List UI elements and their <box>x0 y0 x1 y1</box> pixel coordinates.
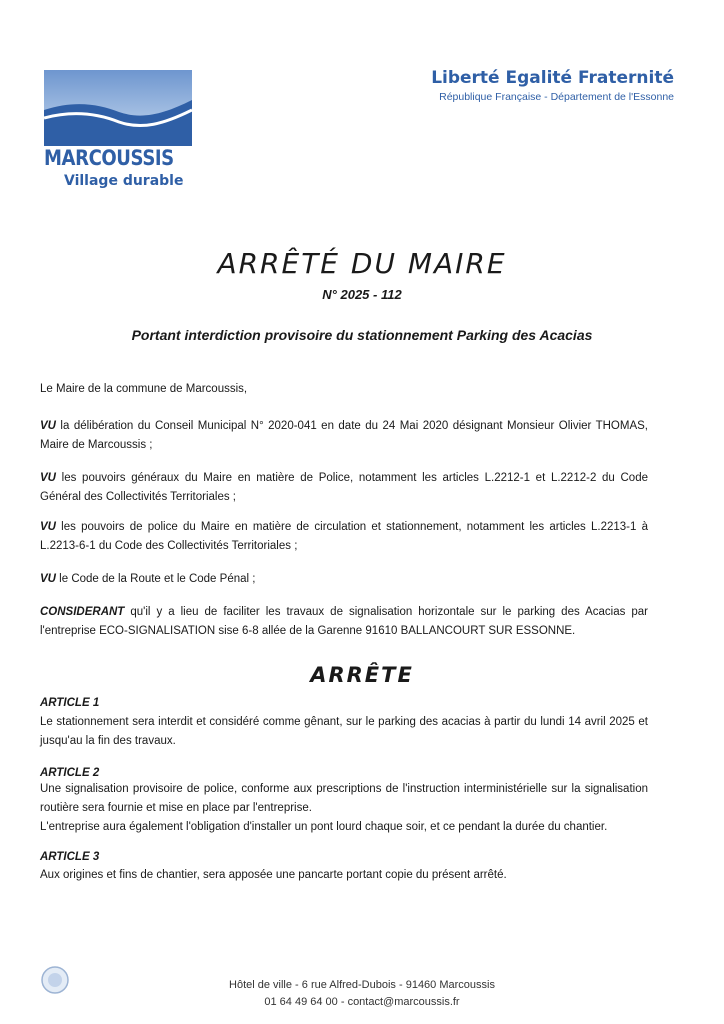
preamble-item-4 <box>40 570 648 589</box>
republic-motto: Liberté Egalité Fraternité <box>431 68 674 88</box>
preamble-item-5 <box>40 603 648 641</box>
article-1-title: ARTICLE 1 <box>40 697 100 709</box>
article-2-text: Une signalisation provisoire de police, conforme aux prescriptions de l'instruction interministérielle sur la signalisation routière sera fournie et mise en place par l'entreprise. <box>40 783 648 814</box>
decree-title: ARRÊTÉ DU MAIRE <box>217 247 507 280</box>
decree-subject: Portant interdiction provisoire du stationnement Parking des Acacias <box>131 327 593 343</box>
preamble-lead: CONSIDERANT <box>40 606 125 618</box>
preamble-item-3 <box>40 518 648 556</box>
article-3-title: ARTICLE 3 <box>40 851 100 863</box>
preamble-lead: VU <box>40 420 56 432</box>
department-line: République Française - Département de l'Essonne <box>439 91 674 103</box>
footer-address: Hôtel de ville - 6 rue Alfred-Dubois - 91460 Marcoussis <box>229 979 495 991</box>
footer-contact: 01 64 49 64 00 - contact@marcoussis.fr <box>264 996 460 1008</box>
logo-tagline: Village durable <box>64 173 184 189</box>
article-2-title: ARTICLE 2 <box>40 767 100 779</box>
preamble-lead: VU <box>40 573 56 585</box>
preamble-item-2 <box>40 469 648 507</box>
article-3-text: Aux origines et fins de chantier, sera apposée une pancarte portant copie du présent arrêté. <box>40 869 507 881</box>
article-1-text: Le stationnement sera interdit et considéré comme gênant, sur le parking des acacias à partir du lundi 14 avril 2025 et jusqu'au la fin des travaux. <box>40 716 648 747</box>
preamble-lead: VU <box>40 472 56 484</box>
preamble-text: les pouvoirs généraux du Maire en matière de Police, notamment les articles L.2212-1 et L.2212-2 du Code Général des Collectivités Territoriales ; <box>40 472 648 503</box>
footer <box>0 977 724 1011</box>
logo-wave-icon <box>44 70 192 146</box>
preamble-text: la délibération du Conseil Municipal N° 2020-041 en date du 24 Mai 2020 désignant Monsieur Olivier THOMAS, Maire de Marcoussis ; <box>40 420 648 451</box>
article-2-text-2: L'entreprise aura également l'obligation d'installer un pont lourd chaque soir, et ce pendant la durée du chantier. <box>40 821 608 833</box>
preamble-item-1 <box>40 417 648 455</box>
decree-number: N° 2025 - 112 <box>322 287 402 302</box>
preamble-intro: Le Maire de la commune de Marcoussis, <box>40 383 248 395</box>
preamble-text: le Code de la Route et le Code Pénal ; <box>55 573 256 585</box>
preamble-text: qu'il y a lieu de faciliter les travaux de signalisation horizontale sur le parking des Acacias par l'entreprise ECO-SIGNALISATION sise 6-8 allée de la Garenne 91610 BALLANCOURT SUR ESSONNE. <box>40 606 648 637</box>
preamble-text: les pouvoirs de police du Maire en matière de circulation et stationnement, notamment les articles L.2213-1 à L.2213-6-1 du Code des Collectivités Territoriales ; <box>40 521 648 552</box>
preamble-lead: VU <box>40 521 56 533</box>
logo-name: MARCOUSSIS <box>44 146 174 170</box>
decision-heading: ARRÊTE <box>310 663 414 687</box>
republic-block <box>431 68 674 103</box>
